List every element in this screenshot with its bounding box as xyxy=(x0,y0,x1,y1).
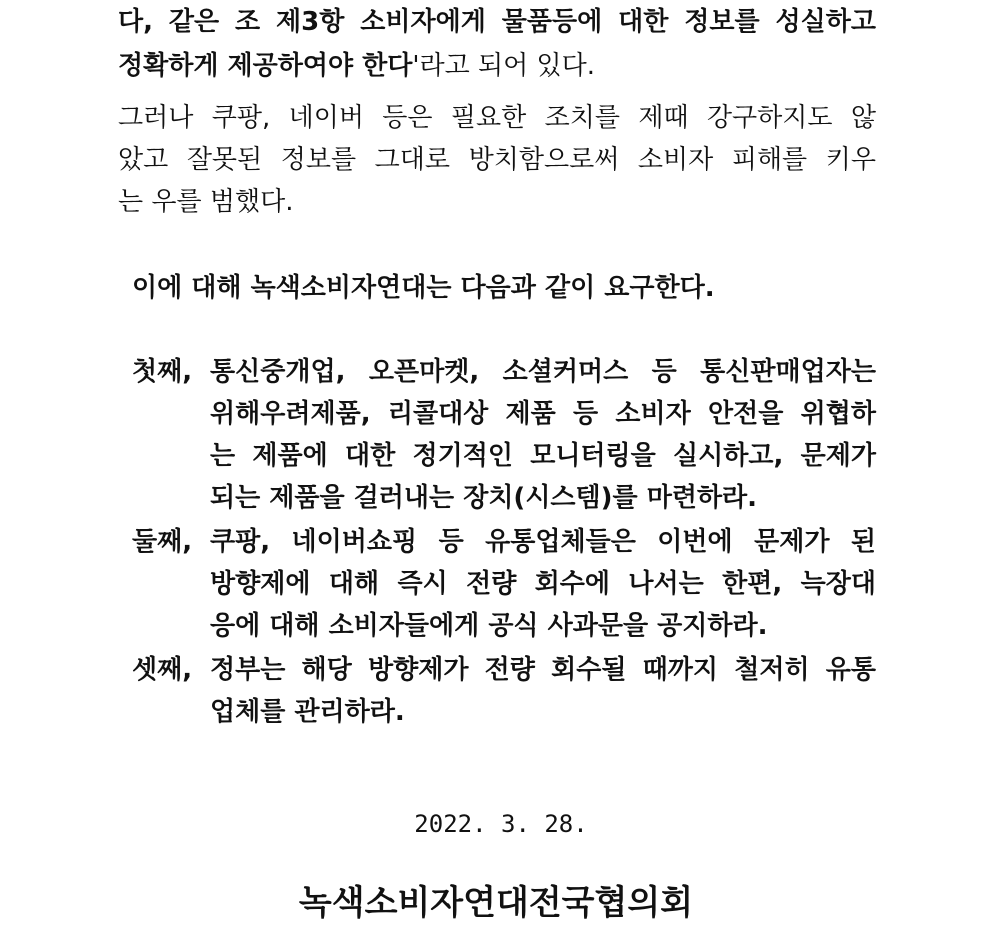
intro-line-2 xyxy=(118,46,876,86)
demand-1-line-4: 되는 제품을 걸러내는 장치(시스템)를 마련하라. xyxy=(210,483,758,513)
demand-intro: 이에 대해 녹색소비자연대는 다음과 같이 요구한다. xyxy=(132,273,715,303)
demand-3-label: 셋째, xyxy=(132,655,193,685)
intro-line-2-normal: '라고 되어 있다. xyxy=(412,51,596,81)
document-date: 2022. 3. 28. xyxy=(414,810,588,838)
demand-1-line-1: 통신중개업, 오픈마켓, 소셜커머스 등 통신판매업자는 xyxy=(210,357,876,387)
demand-1-line-3: 는 제품에 대한 정기적인 모니터링을 실시하고, 문제가 xyxy=(210,441,876,471)
demand-3-line-2: 업체를 관리하라. xyxy=(210,697,405,727)
paragraph-line-1: 그러나 쿠팡, 네이버 등은 필요한 조치를 제때 강구하지도 않 xyxy=(118,103,876,133)
demand-2-line-3: 응에 대해 소비자들에게 공식 사과문을 공지하라. xyxy=(210,611,768,641)
demand-3-line-1: 정부는 해당 방향제가 전량 회수될 때까지 철저히 유통 xyxy=(210,655,876,685)
intro-line-1: 다, 같은 조 제3항 소비자에게 물품등에 대한 정보를 성실하고 xyxy=(118,7,876,37)
demand-1-line-2: 위해우려제품, 리콜대상 제품 등 소비자 안전을 위협하 xyxy=(210,399,876,429)
intro-line-2-bold: 정확하게 제공하여야 한다 xyxy=(118,51,413,81)
organization-name: 녹색소비자연대전국협의회 xyxy=(298,883,694,923)
demand-2-line-2: 방향제에 대해 즉시 전량 회수에 나서는 한편, 늑장대 xyxy=(210,569,876,599)
paragraph-line-3: 는 우를 범했다. xyxy=(118,187,294,217)
demand-2-line-1: 쿠팡, 네이버쇼핑 등 유통업체들은 이번에 문제가 된 xyxy=(210,527,876,557)
paragraph-line-2: 았고 잘못된 정보를 그대로 방치함으로써 소비자 피해를 키우 xyxy=(118,145,876,175)
demand-2-label: 둘째, xyxy=(132,527,193,557)
demand-1-label: 첫째, xyxy=(132,357,193,387)
